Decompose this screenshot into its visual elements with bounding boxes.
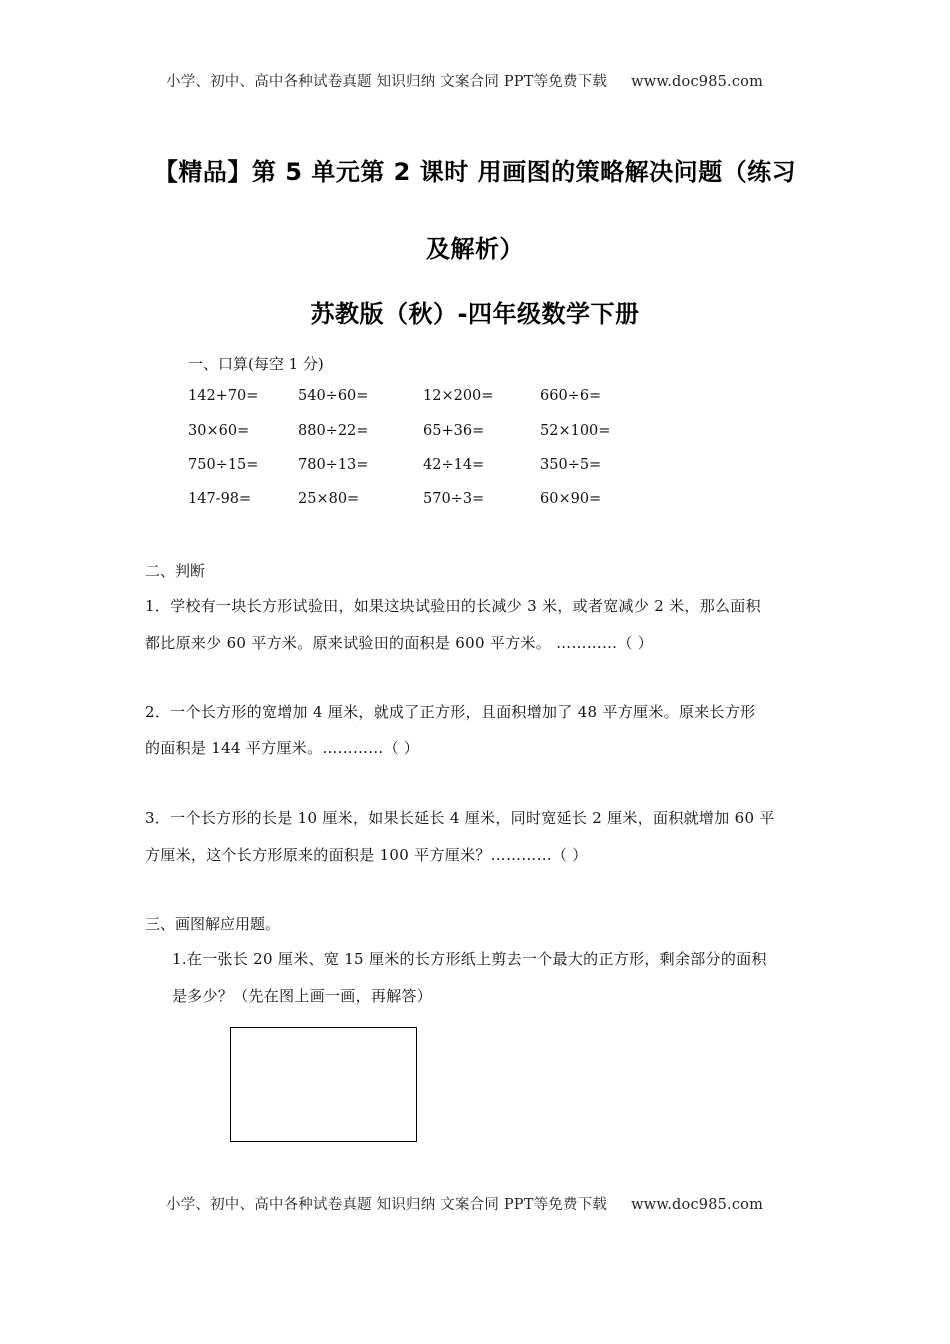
calc-item: 880÷22= xyxy=(298,423,369,439)
calc-item: 540÷60= xyxy=(298,388,369,404)
judge-q3-line-2: 方厘米，这个长方形原来的面积是 100 平方厘米？…………（ ） xyxy=(145,846,588,864)
footer-banner xyxy=(166,1193,763,1214)
title-line-1: 【精品】第 5 单元第 2 课时 用画图的策略解决问题（练习 xyxy=(153,158,797,186)
rectangle-diagram xyxy=(230,1027,417,1142)
footer-banner-url[interactable]: www.doc985.com xyxy=(631,1197,764,1213)
section-3-heading: 三、画图解应用题。 xyxy=(145,915,281,933)
header-banner xyxy=(166,70,763,91)
calc-item: 350÷5= xyxy=(540,457,602,473)
judge-q2-line-1: 2．一个长方形的宽增加 4 厘米，就成了正方形，且面积增加了 48 平方厘米。原来长方形 xyxy=(145,703,756,721)
calc-item: 52×100= xyxy=(540,423,611,439)
calc-item: 660÷6= xyxy=(540,388,602,404)
calc-item: 30×60= xyxy=(188,423,250,439)
draw-q1-line-1: 1.在一张长 20 厘米、宽 15 厘米的长方形纸上剪去一个最大的正方形，剩余部分的面积 xyxy=(172,950,767,968)
section-2-heading: 二、判断 xyxy=(145,562,206,580)
section-1-heading: 一、口算(每空 1 分) xyxy=(188,355,324,373)
calc-item: 570÷3= xyxy=(423,491,485,507)
draw-q1-line-2: 是多少？（先在图上画一画，再解答） xyxy=(172,987,433,1005)
calc-item: 780÷13= xyxy=(298,457,369,473)
calc-item: 142+70= xyxy=(188,388,259,404)
judge-q2-line-2: 的面积是 144 平方厘米。…………（ ） xyxy=(145,739,420,757)
calc-item: 42÷14= xyxy=(423,457,485,473)
calc-item: 12×200= xyxy=(423,388,494,404)
calc-item: 60×90= xyxy=(540,491,602,507)
calc-item: 750÷15= xyxy=(188,457,259,473)
title-line-2: 及解析） xyxy=(426,235,524,263)
calc-item: 25×80= xyxy=(298,491,360,507)
judge-q1-line-2: 都比原来少 60 平方米。原来试验田的面积是 600 平方米。 …………（ ） xyxy=(145,634,654,652)
footer-banner-text: 小学、初中、高中各种试卷真题 知识归纳 文案合同 PPT等免费下载 xyxy=(166,1197,608,1213)
calc-item: 147-98= xyxy=(188,491,252,507)
header-banner-text: 小学、初中、高中各种试卷真题 知识归纳 文案合同 PPT等免费下载 xyxy=(166,74,608,90)
subtitle: 苏教版（秋）-四年级数学下册 xyxy=(310,300,640,328)
judge-q1-line-1: 1．学校有一块长方形试验田，如果这块试验田的长减少 3 米，或者宽减少 2 米，那么面积 xyxy=(145,597,761,615)
judge-q3-line-1: 3．一个长方形的长是 10 厘米，如果长延长 4 厘米，同时宽延长 2 厘米，面积就增加 60 平 xyxy=(145,809,775,827)
calc-item: 65+36= xyxy=(423,423,485,439)
header-banner-url[interactable]: www.doc985.com xyxy=(631,74,764,90)
